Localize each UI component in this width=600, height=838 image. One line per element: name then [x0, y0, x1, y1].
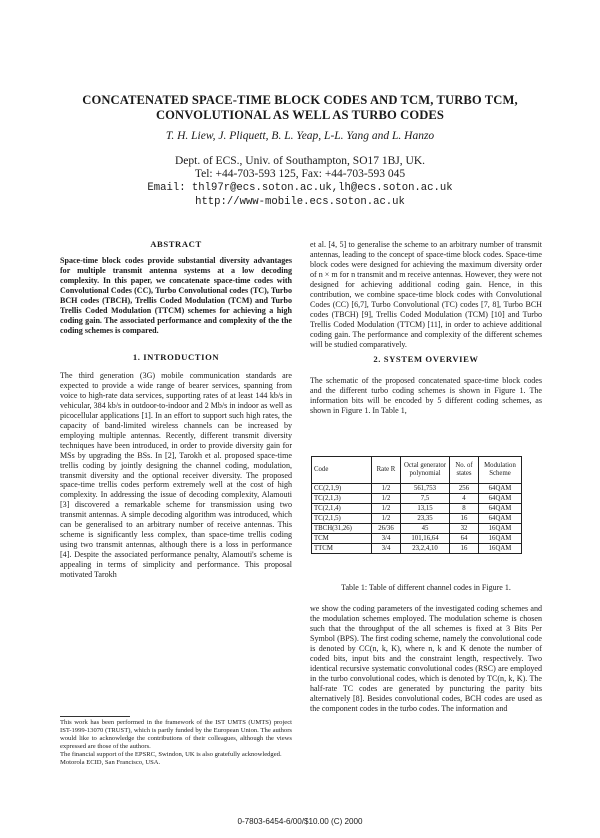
table-row: [312, 484, 522, 494]
abstract-paragraph: Space-time block codes provide substantial diversity advantages for multiple transmit antenna systems at a low decoding complexity. In this paper, we concatenate space-time codes with Convolutional Codes (CC), Turbo Convolutional codes (TC), Turbo BCH codes (TBCH), Trellis Coded Modulation (TCM) and Turbo Trellis Coded Modulation (TTCM) schemes for achieving a high coding gain. The associated performance and complexity of the the coding schemes is compared.: [60, 256, 292, 335]
table-row: [312, 514, 522, 524]
cell-modulation: 64QAM: [479, 504, 522, 514]
footnote-1: This work has been performed in the framework of the IST UMTS (UMTS) project IST-1999-13070 (TRUST), which is partly funded by the European Union. The authors would like to acknowledge the contributions of their colleagues, although the views expressed are those of the authors.: [60, 719, 292, 751]
author-list: T. H. Liew, J. Pliquett, B. L. Yeap, L-L. Yang and L. Hanzo: [165, 130, 435, 142]
cell-code: TC(2,1,3): [312, 494, 372, 504]
header-code: Code: [312, 457, 372, 484]
cell-modulation: 64QAM: [479, 484, 522, 494]
system-overview-text: [310, 376, 542, 416]
introduction-text: [60, 371, 292, 580]
cell-states: 8: [450, 504, 479, 514]
cell-code: TBCH(31,26): [312, 524, 372, 534]
cell-states: 4: [450, 494, 479, 504]
table-header-row: [312, 457, 522, 484]
cell-modulation: 16QAM: [479, 524, 522, 534]
coding-parameters-text: [310, 604, 542, 713]
cell-rate: 1/2: [372, 514, 401, 524]
cell-generator: 45: [401, 524, 450, 534]
cell-code: CC(2,1,9): [312, 484, 372, 494]
table-row: [312, 524, 522, 534]
cell-generator: 561,753: [401, 484, 450, 494]
cell-rate: 1/2: [372, 484, 401, 494]
table-row: [312, 534, 522, 544]
table-row: [312, 544, 522, 554]
title-line-1: CONCATENATED SPACE-TIME BLOCK CODES AND TCM, TURBO TCM,: [82, 93, 518, 107]
cell-modulation: 64QAM: [479, 514, 522, 524]
header-rate: Rate R: [372, 457, 401, 484]
header-modulation: Modulation Scheme: [479, 457, 522, 484]
cell-rate: 1/2: [372, 504, 401, 514]
cell-rate: 3/4: [372, 544, 401, 554]
coding-parameters-paragraph: we show the coding parameters of the investigated coding schemes and the modulation schemes employed. The modulation scheme is chosen such that the throughput of the all schemes is fixed at 3 Bits Per Symbol (BPS). The first coding scheme, namely the convolutional code is denoted by CC(n, k, K), where n, k and K denote the number of coded bits, input bits and the constraint length, respectively. Two identical recursive systematic convolutional codes (RSC) are employed in the turbo convolutional codes, which is denoted by TC(n, k, K). The half-rate TC codes are generated by puncturing the parity bits alternatively [8]. Besides convolutional codes, BCH codes are used as the component codes in the turbo codes. The information and: [310, 604, 542, 713]
cell-code: TC(2,1,4): [312, 504, 372, 514]
cell-rate: 3/4: [372, 534, 401, 544]
cell-modulation: 16QAM: [479, 534, 522, 544]
tel-fax: Tel: +44-703-593 125, Fax: +44-703-593 045: [194, 168, 406, 180]
intro-continuation: [310, 240, 542, 349]
table-caption: Table 1: Table of different channel codes in Figure 1.: [341, 583, 511, 592]
introduction-paragraph: The third generation (3G) mobile communication standards are expected to provide a wide range of bearer services, spanning from voice to high-rate data services, supporting rates of at least 144 kb/s in vehicular, 384 kb/s in outdoor-to-indoor and 2 Mb/s in indoor as well as picocellular applications [1]. In an effort to support such high rates, the capacity of band-limited wireless channels can be increased by employing multiple antennas. Recently, different transmit diversity techniques have been introduced, in order to provide diversity gain for MSs by upgrading the BSs. In [2], Tarokh et al. proposed space-time trellis coding by jointly designing the channel coding, modulation, transmit diversity and the optional receiver diversity. The proposed space-time trellis codes perform extremely well at the cost of high complexity. In addressing the issue of decoding complexity, Alamouti [3] discovered a remarkable scheme for transmission using two transmit antennas. A simple decoding algorithm was introduced, which can be generalised to an arbitrary number of receive antennas. This scheme is significantly less complex, than space-time trellis coding using two transmit antennas, although there is a loss in performance [4]. Despite the associated performance penalty, Alamouti's scheme is appealing in terms of simplicity and performance. This proposal motivated Tarokh: [60, 371, 292, 580]
email: Email: thl97r@ecs.soton.ac.uk,lh@ecs.soton.ac.uk: [147, 182, 453, 194]
cell-code: TC(2,1,5): [312, 514, 372, 524]
cell-states: 256: [450, 484, 479, 494]
cell-rate: 1/2: [372, 494, 401, 504]
paper-title: [40, 93, 560, 123]
channel-codes-table: [311, 456, 522, 554]
table-row: [312, 494, 522, 504]
introduction-heading: 1. INTRODUCTION: [132, 352, 220, 362]
title-line-2: CONVOLUTIONAL AS WELL AS TURBO CODES: [155, 108, 445, 122]
intro-continuation-paragraph: et al. [4, 5] to generalise the scheme to an arbitrary number of transmit antennas, leading to the concept of space-time block codes. Space-time block codes were designed for achieving the maximum diversity order of n × m for n transmit and m receive antennas. However, they were not designed for achieving additional coding gain. Hence, in this contribution, we combine space-time block codes with Convolutional Codes (CC) [6,7], Turbo Convolutional (TC) codes [7, 8], Turbo BCH codes (TBCH) [9], Trellis Coded Modulation (TCM) [10] and Turbo Trellis Coded Modulation (TTCM) [11], in order to achieve additional coding gain. The performance and complexity of the different schemes will be studied comparatively.: [310, 240, 542, 349]
footnotes: [60, 719, 292, 768]
system-overview-paragraph: The schematic of the proposed concatenated space-time block codes and the different turbo coding schemes is shown in Figure 1. The information bits will be encoded by 5 different coding schemes, as shown in Figure 1. In Table 1,: [310, 376, 542, 415]
homepage-url: http://www-mobile.ecs.soton.ac.uk: [195, 196, 405, 208]
cell-generator: 23,35: [401, 514, 450, 524]
cell-generator: 13,15: [401, 504, 450, 514]
cell-modulation: 64QAM: [479, 494, 522, 504]
abstract-heading: ABSTRACT: [150, 239, 202, 249]
system-overview-heading: 2. SYSTEM OVERVIEW: [373, 354, 479, 364]
cell-generator: 7,5: [401, 494, 450, 504]
cell-generator: 101,16,64: [401, 534, 450, 544]
cell-rate: 26/36: [372, 524, 401, 534]
footnote-rule: [60, 716, 130, 717]
affiliation: Dept. of ECS., Univ. of Southampton, SO17 1BJ, UK.: [174, 155, 426, 167]
header-states: No. of states: [450, 457, 479, 484]
abstract-text: [60, 256, 292, 336]
footnote-3: Motorola ECID, San Francisco, USA.: [60, 759, 161, 767]
cell-states: 64: [450, 534, 479, 544]
table-row: [312, 504, 522, 514]
footnote-2: The financial support of the EPSRC, Swindon, UK is also gratefully acknowledged.: [60, 751, 282, 759]
cell-states: 32: [450, 524, 479, 534]
cell-generator: 23,2,4,10: [401, 544, 450, 554]
cell-modulation: 16QAM: [479, 544, 522, 554]
cell-code: TTCM: [312, 544, 372, 554]
header-generator: Octal generator polynomial: [401, 457, 450, 484]
cell-states: 16: [450, 514, 479, 524]
copyright-footer: 0-7803-6454-6/00/$10.00 (C) 2000: [237, 817, 363, 826]
cell-code: TCM: [312, 534, 372, 544]
cell-states: 16: [450, 544, 479, 554]
